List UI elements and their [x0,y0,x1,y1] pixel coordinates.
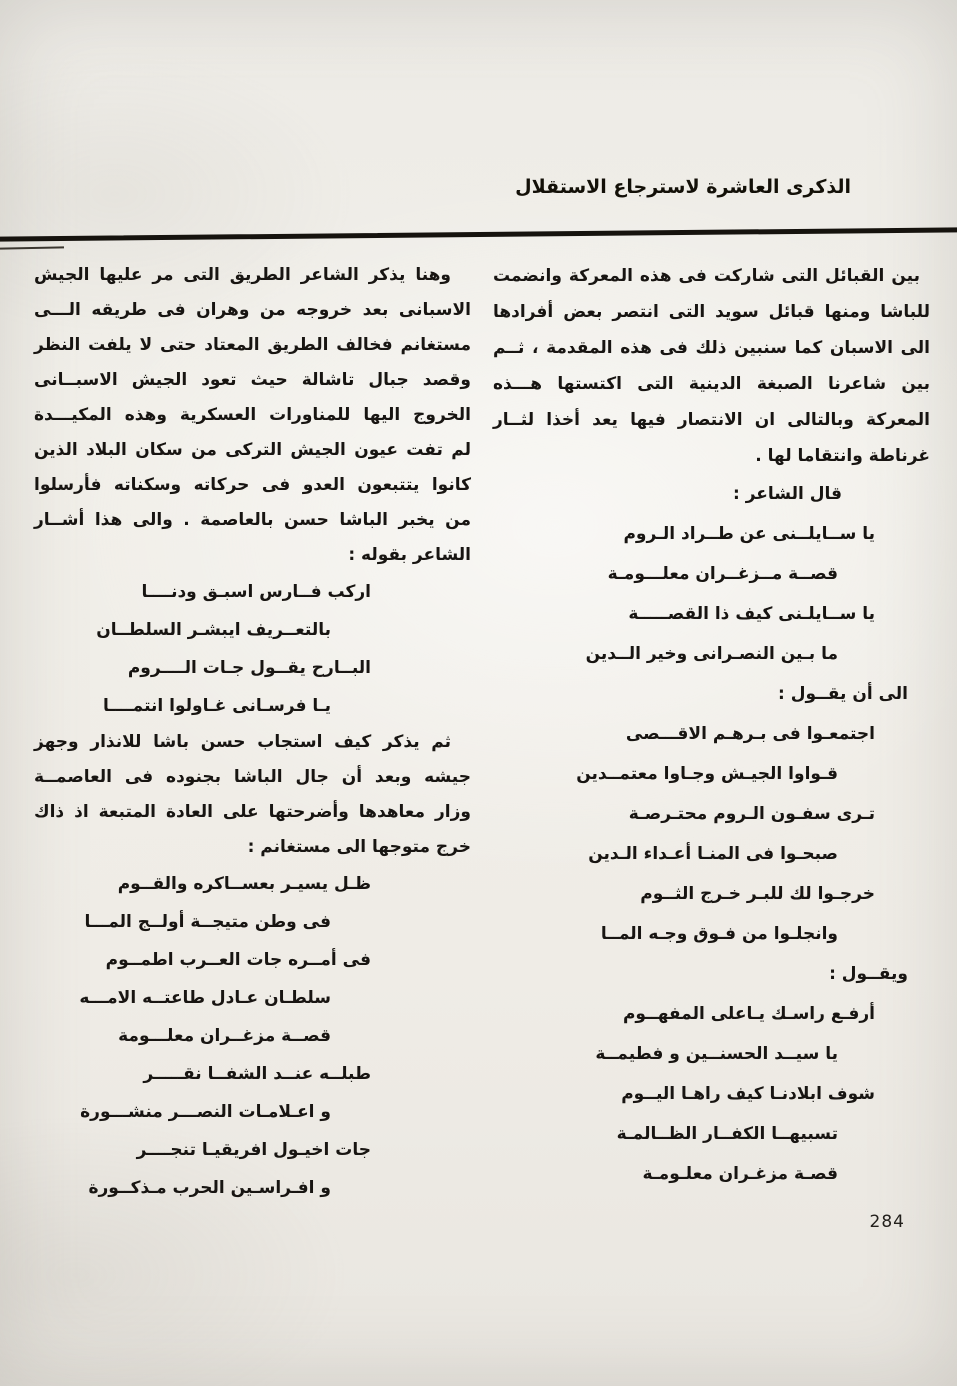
paragraph [34,258,471,573]
verse-line: يا سيــد الحسنــين و فطيمــة [595,1044,838,1064]
prose-line: بين شاعرنا الصبغة الدينية التى اكتستها هـــذه [493,374,930,394]
header-rule-secondary [0,246,64,249]
paragraph [493,258,930,474]
verse-line: قصـة مزغـران معلـومـة [642,1164,838,1184]
prose-line: مستغانم فخالف الطريق المعتاد حتى لا يلفت النظر [34,335,471,355]
verse-line: قصــة مــزغــران معلـــومـة [607,564,838,584]
page-number: 284 [869,1212,905,1232]
poem-intro-label: قال الشاعر : [733,484,842,504]
prose-line: غرناطة وانتقاما لها . [755,446,930,466]
left-column [34,258,471,1207]
poem [34,865,471,1207]
poem [493,514,930,674]
prose-line: الخروج اليها للمناورات العسكرية وهذه المكيـــدة [34,405,471,425]
poem [493,994,930,1194]
verse-line: و اعـلامـات النصـــر منشـــورة [80,1102,331,1122]
poem-intro-label: ويقــول : [829,964,908,984]
prose-line: المعركة وبالتالى ان الانتصار فيها يعد أخذا لثــار [493,410,930,430]
verse-line: طبلــه عنــد الشفــا نقـــــر [143,1064,371,1084]
verse-line: بالتعــريف ايبشـر السلطــان [96,620,331,640]
prose-line: الاسبانى بعد خروجه من وهران فى طريقه الـــى [34,300,471,320]
prose-line: من يخبر الباشا حسن بالعاصمة . والى هذا أشــار [34,510,471,530]
two-column-text [34,258,930,1207]
verse-line: فى أمــره جات العــرب اطمــوم [105,950,371,970]
verse-line: البــارح يقــول جـات الــــروم [127,658,371,678]
page-header-title: الذكرى العاشرة لاسترجاع الاستقلال [515,176,851,198]
right-column [493,258,930,1207]
header-rule [0,227,957,241]
verse-line: خرجـوا لك للبـر خـرج الثــوم [640,884,875,904]
verse-line: أرفـع راسـك يـاعلى المفهــوم [622,1004,875,1024]
verse-line: تسبيهــا الكفــار الظــالمـة [616,1124,838,1144]
poem [493,714,930,954]
verse-line: يا ســايلـنى كيف ذا القصـــــة [628,604,875,624]
verse-line: ظـل يسيـر بعســاكره والقــوم [117,874,371,894]
poem-intro-label: الى أن يقــول : [778,684,908,704]
verse-line: صبحـوا فى المنـا أعـداء الـدين [588,844,838,864]
verse-line: و افـراسـين الحرب مـذكــورة [88,1178,331,1198]
prose-line: بين القبائل التى شاركت فى هذه المعركة وانضمت [493,266,920,286]
paragraph [34,725,471,865]
prose-line: كانوا يتتبعون العدو فى حركاته وسكناته فأرسلوا [34,475,471,495]
verse-line: وانجلـوا من فـوق وجـه المــا [600,924,838,944]
prose-line: خرج متوجها الى مستغانم : [247,837,471,857]
verse-line: اجتمعـوا فى بـرهـم الاقـــصى [625,724,875,744]
prose-line: الشاعر بقوله : [348,545,471,565]
poem [34,573,471,725]
prose-line: وزار معاهدها وأضرحتها على العادة المتبعة اذ ذاك [34,802,471,822]
verse-line: يـا فرسـانى غـاولوا انتمــــا [103,696,331,716]
verse-line: قـواوا الجيـش وجـاوا معتمــدين [576,764,838,784]
prose-line: للباشا ومنها قبائل سويد التى انتصر بعض أفرادها [493,302,930,322]
prose-line: لم تفت عيون الجيش التركى من سكان البلاد الذين [34,440,471,460]
prose-line: وهنا يذكر الشاعر الطريق التى مر عليها الجيش [34,265,451,285]
verse-line: اركب فــارس اسبـق ودنــــا [141,582,371,602]
verse-line: يا ســايلــنى عن طــراد الـروم [623,524,875,544]
verse-line: قصــة مزغــران معلـــومة [118,1026,331,1046]
verse-line: جات اخيـول افريقيـا تنجــــر [136,1140,371,1160]
prose-line: جيشه وبعد أن جال الباشا بجنوده فى العاصمــة [34,767,471,787]
verse-line: تـرى سفـون الـروم محتـرصـة [628,804,875,824]
prose-line: ثم يذكر كيف استجاب حسن باشا للانذار وجهز [34,732,451,752]
verse-line: سلطـان عـادل طاعتــه الامـــه [79,988,331,1008]
prose-line: الى الاسبان كما سنبين ذلك فى هذه المقدمة ، ثــم [493,338,930,358]
prose-line: وقصد جبال تاشالة حيث تعود الجيش الاسبــانى [34,370,471,390]
verse-line: شوف ابلادنـا كيف راهـا اليــوم [621,1084,875,1104]
verse-line: فى وطن متيجــة أولــج المـــا [84,912,331,932]
verse-line: ما بـين النصـرانى وخير الــدين [585,644,838,664]
